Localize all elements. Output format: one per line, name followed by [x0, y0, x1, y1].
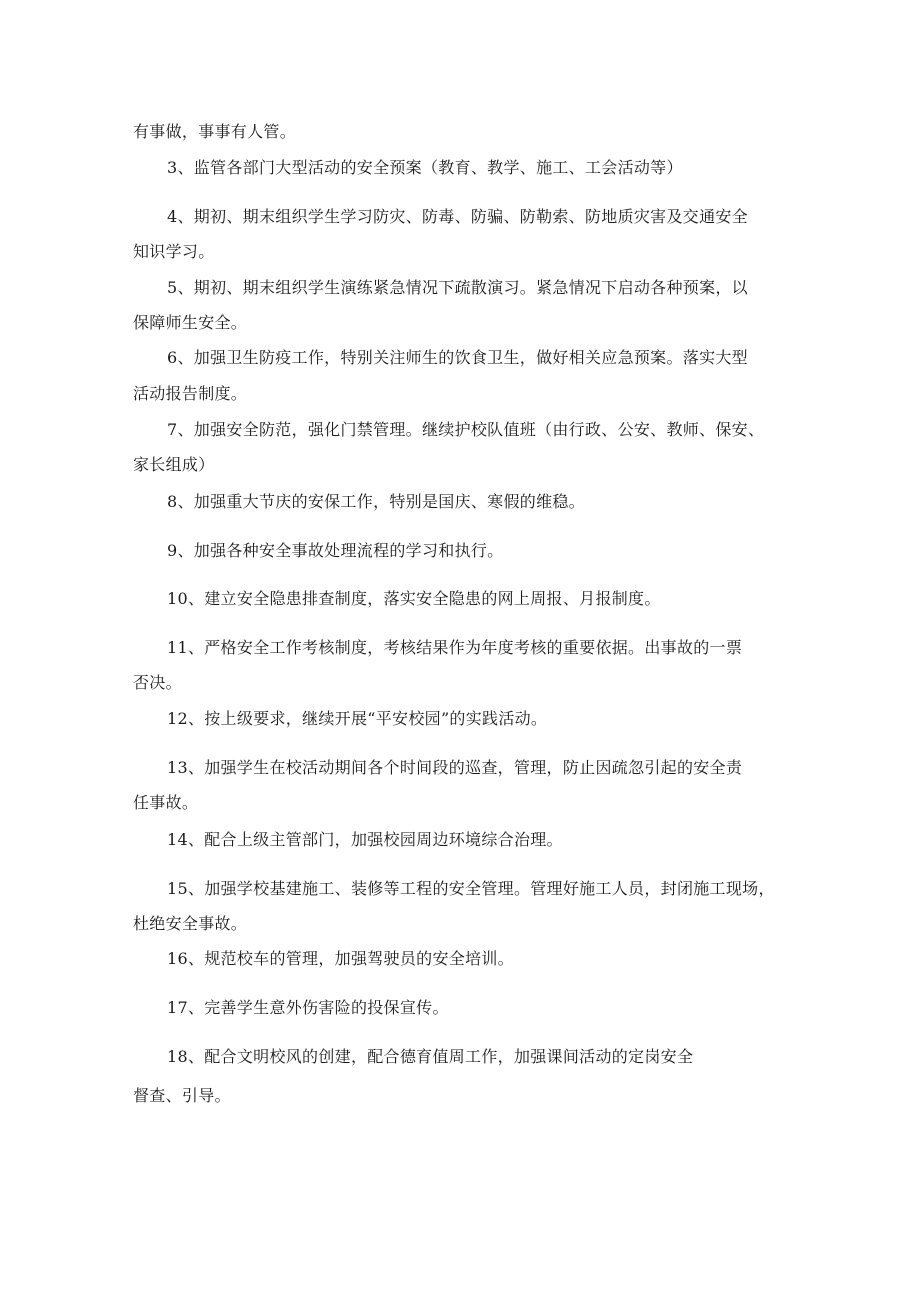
- text-line: 16、规范校车的管理，加强驾驶员的安全培训。: [167, 949, 514, 968]
- text-line: 17、完善学生意外伤害险的投保宣传。: [167, 998, 449, 1017]
- text-line: 杜绝安全事故。: [133, 914, 248, 933]
- text-line: 14、配合上级主管部门，加强校园周边环境综合治理。: [167, 830, 563, 849]
- text-line: 3、监管各部门大型活动的安全预案（教育、教学、施工、工会活动等）: [167, 158, 683, 177]
- text-line: 活动报告制度。: [133, 384, 248, 403]
- text-line: 督查、引导。: [133, 1086, 231, 1105]
- text-line: 10、建立安全隐患排查制度，落实安全隐患的网上周报、月报制度。: [167, 589, 661, 608]
- text-line: 否决。: [133, 673, 182, 692]
- text-line: 知识学习。: [133, 242, 215, 261]
- text-line: 家长组成）: [133, 455, 215, 474]
- text-line: 15、加强学校基建施工、装修等工程的安全管理。管理好施工人员，封闭施工现场，: [167, 879, 775, 898]
- text-line: 13、加强学生在校活动期间各个时间段的巡查，管理，防止因疏忽引起的安全责: [167, 758, 743, 777]
- text-line: 8、加强重大节庆的安保工作，特别是国庆、寒假的维稳。: [167, 492, 585, 511]
- text-line: 任事故。: [133, 793, 199, 812]
- text-line: 9、加强各种安全事故处理流程的学习和执行。: [167, 541, 504, 560]
- text-line: 12、按上级要求，继续开展“平安校园”的实践活动。: [167, 709, 548, 728]
- text-line: 6、加强卫生防疫工作，特别关注师生的饮食卫生，做好相关应急预案。落实大型: [167, 348, 748, 367]
- text-line: 有事做，事事有人管。: [133, 122, 297, 141]
- text-line: 11、严格安全工作考核制度，考核结果作为年度考核的重要依据。出事故的一票: [167, 638, 743, 657]
- text-line: 4、期初、期末组织学生学习防灾、防毒、防骗、防勒索、防地质灾害及交通安全: [167, 207, 748, 226]
- text-line: 保障师生安全。: [133, 313, 248, 332]
- text-line: 5、期初、期末组织学生演练紧急情况下疏散演习。紧急情况下启动各种预案，以: [167, 278, 748, 297]
- text-line: 18、配合文明校风的创建，配合德育值周工作，加强课间活动的定岗安全: [167, 1047, 694, 1066]
- text-line: 7、加强安全防范，强化门禁管理。继续护校队值班（由行政、公安、教师、保安、: [167, 420, 765, 439]
